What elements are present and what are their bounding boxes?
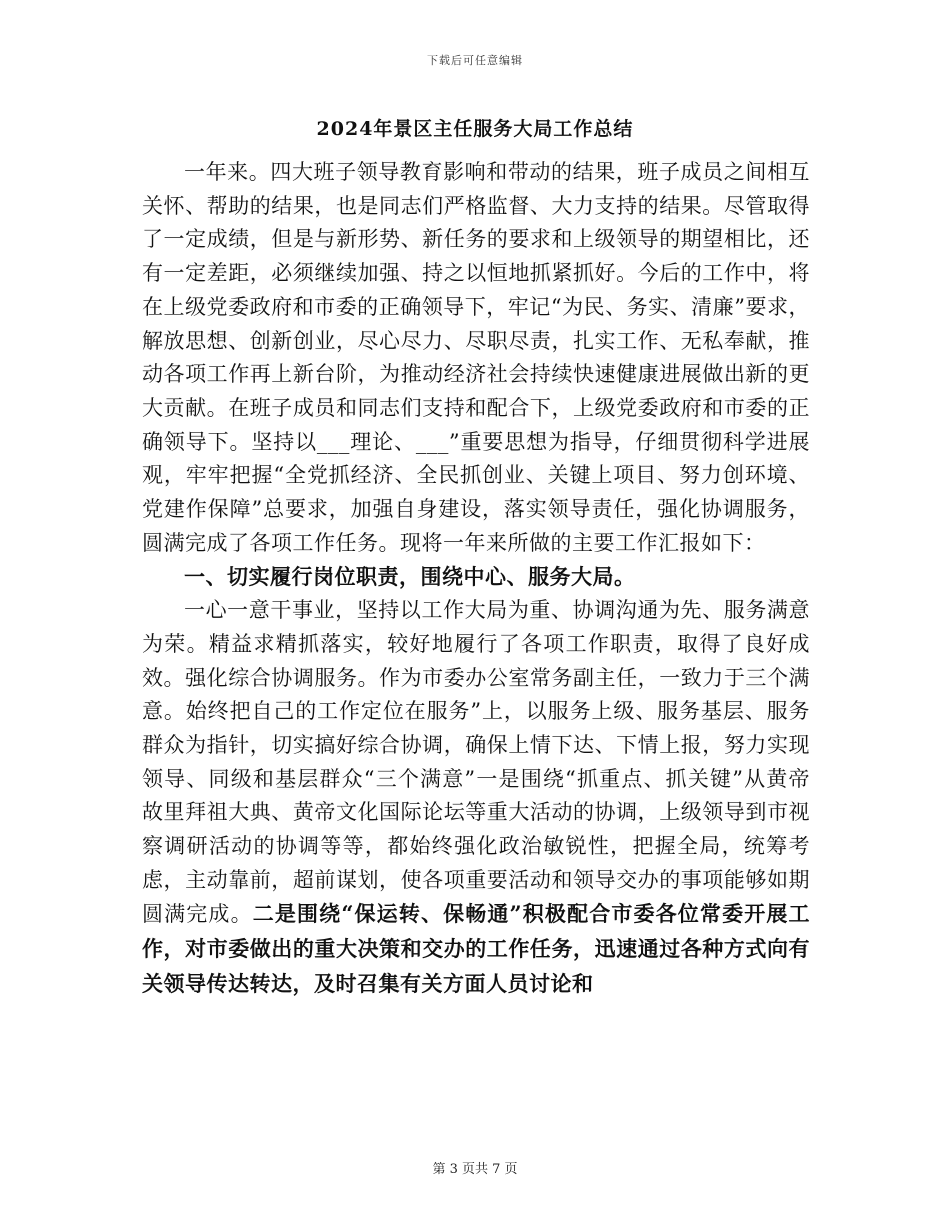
paragraph-section-1-bold-text: 二是围绕“保运转、保畅通”积极配合市委各位常委开展工作，对市委做出的重大决策和交办的工作任务，迅速通过各种方式向有关领导传达转达，及时召集有关方面人员讨论和 bbox=[142, 901, 811, 996]
paragraph-section-1-text: 一心一意干事业，坚持以工作大局为重、协调沟通为先、服务满意为荣。精益求精抓落实，较好地履行了各项工作职责，取得了良好成效。强化综合协调服务。作为市委办公室常务副主任，一致力于三个满意。始终把自己的工作定位在服务”上，以服务上级、服务基层、服务群众为指针，切实搞好综合协调，确保上情下达、下情上报，努力实现领导、同级和基层群众“三个满意”一是围绕“抓重点、抓关键”从黄帝故里拜祖大典、黄帝文化国际论坛等重大活动的协调，上级领导到市视察调研活动的协调等等，都始终强化政治敏锐性，把握全局，统筹考虑，主动靠前，超前谋划，使各项重要活动和领导交办的事项能够如期圆满完成。 bbox=[142, 598, 810, 927]
paragraph-section-1 bbox=[142, 594, 810, 1001]
page-header: 下载后可任意编辑 bbox=[427, 54, 523, 67]
section-heading-1: 一、切实履行岗位职责，围绕中心、服务大局。 bbox=[184, 564, 636, 590]
page-footer: 第 3 页共 7 页 bbox=[432, 1162, 518, 1177]
document-body bbox=[142, 156, 810, 1002]
paragraph-intro: 一年来。四大班子领导教育影响和带动的结果，班子成员之间相互关怀、帮助的结果，也是同志们严格监督、大力支持的结果。尽管取得了一定成绩，但是与新形势、新任务的要求和上级领导的期望相比，还有一定差距，必须继续加强、持之以恒地抓紧抓好。今后的工作中，将在上级党委政府和市委的正确领导下，牢记“为民、务实、清廉”要求，解放思想、创新创业，尽心尽力、尽职尽责，扎实工作、无私奉献，推动各项工作再上新台阶，为推动经济社会持续快速健康进展做出新的更大贡献。在班子成员和同志们支持和配合下，上级党委政府和市委的正确领导下。坚持以___理论、___”重要思想为指导，仔细贯彻科学进展观，牢牢把握“全党抓经济、全民抓创业、关键上项目、努力创环境、党建作保障”总要求，加强自身建设，落实领导责任，强化协调服务，圆满完成了各项工作任务。现将一年来所做的主要工作汇报如下： bbox=[142, 160, 810, 555]
document-title: 2024年景区主任服务大局工作总结 bbox=[316, 118, 634, 140]
